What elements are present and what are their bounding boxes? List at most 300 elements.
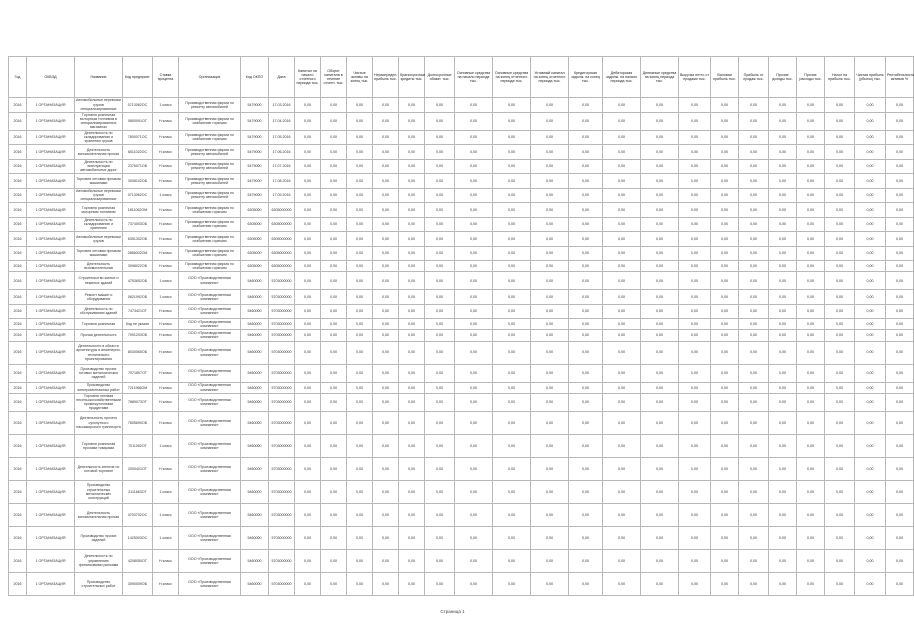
table-row: [9, 364, 914, 382]
table-cell: 0,00: [531, 572, 569, 595]
table-cell: 2016: [9, 457, 27, 480]
table-cell: 5460000: [241, 304, 269, 319]
table-cell: 0,00: [641, 572, 679, 595]
table-cell: 0,00: [679, 434, 711, 457]
table-cell: 0,00: [531, 549, 569, 572]
table-cell: 0,00: [295, 393, 321, 411]
table-cell: 0,00: [295, 272, 321, 290]
table-row: [9, 572, 914, 595]
table-cell: 0,00: [797, 130, 825, 145]
table-cell: 0800091ОТ: [123, 112, 153, 130]
table-cell: 0,00: [825, 145, 855, 160]
table-cell: 0,00: [399, 290, 425, 305]
table-cell: 0,00: [425, 382, 455, 393]
table-cell: 0,00: [295, 382, 321, 393]
table-cell: ООО «Производственная компания»: [179, 272, 241, 290]
table-cell: 0,00: [855, 341, 886, 364]
table-cell: 0,00: [295, 304, 321, 319]
table-cell: 0,00: [855, 261, 886, 272]
table-cell: 0,00: [425, 188, 455, 203]
table-cell: 1 класс: [153, 98, 179, 113]
table-cell: 0,00: [569, 272, 603, 290]
table-cell: 1 класс: [153, 188, 179, 203]
table-cell: 0,00: [321, 319, 347, 330]
table-cell: 0,00: [569, 261, 603, 272]
table-cell: 0,00: [886, 503, 914, 526]
table-cell: 0,00: [493, 217, 531, 232]
table-cell: 0,00: [711, 232, 739, 247]
table-cell: 0,00: [373, 330, 399, 341]
table-cell: 0,00: [711, 572, 739, 595]
table-row: [9, 503, 914, 526]
table-cell: 5703000000: [269, 319, 295, 330]
table-cell: 0,00: [769, 272, 797, 290]
table-cell: 2016: [9, 217, 27, 232]
table-cell: 0,00: [399, 272, 425, 290]
table-cell: 0,00: [711, 145, 739, 160]
table-cell: 0,00: [641, 272, 679, 290]
table-cell: 0,00: [295, 290, 321, 305]
table-cell: 0,00: [569, 549, 603, 572]
table-cell: 0,00: [455, 130, 493, 145]
table-cell: 0,00: [321, 232, 347, 247]
table-cell: 0,00: [347, 526, 373, 549]
table-cell: 1 ОРГАНИЗАЦИЯ: [27, 549, 75, 572]
table-cell: 0,00: [455, 112, 493, 130]
table-cell: 0,00: [711, 272, 739, 290]
table-cell: 1 ОРГАНИЗАЦИЯ: [27, 457, 75, 480]
table-cell: 0,00: [886, 98, 914, 113]
column-header: Код предприят.: [123, 57, 153, 98]
table-cell: 0,00: [603, 572, 641, 595]
table-cell: 0,00: [347, 272, 373, 290]
table-cell: 0,00: [373, 411, 399, 434]
table-cell: 0,00: [373, 290, 399, 305]
table-cell: Производственная фирма по ремонту автомобилей: [179, 145, 241, 160]
table-cell: 1 ОРГАНИЗАЦИЯ: [27, 480, 75, 503]
table-cell: 0,00: [531, 203, 569, 218]
table-cell: 0,00: [373, 480, 399, 503]
table-cell: 0,00: [797, 272, 825, 290]
table-cell: 0,00: [569, 341, 603, 364]
table-cell: 0,00: [739, 246, 769, 261]
table-cell: 6305000000: [269, 261, 295, 272]
table-cell: 0,00: [711, 503, 739, 526]
table-cell: 0,00: [425, 411, 455, 434]
table-cell: 0,00: [455, 382, 493, 393]
table-cell: 0,00: [347, 246, 373, 261]
table-cell: 0,00: [886, 434, 914, 457]
table-cell: 0,00: [641, 145, 679, 160]
table-cell: 0,00: [711, 330, 739, 341]
table-cell: Н класс: [153, 572, 179, 595]
column-header: Год: [9, 57, 27, 98]
table-cell: Торговля розничная: [75, 319, 123, 330]
table-row: [9, 130, 914, 145]
table-cell: 0,00: [321, 411, 347, 434]
table-cell: 0,00: [679, 159, 711, 174]
table-cell: ООО «Производственная компания»: [179, 549, 241, 572]
table-cell: 0,00: [641, 549, 679, 572]
table-cell: 0,00: [711, 112, 739, 130]
table-cell: 0,00: [455, 203, 493, 218]
table-cell: 0,00: [825, 382, 855, 393]
table-cell: 0,00: [641, 341, 679, 364]
table-cell: 2016: [9, 261, 27, 272]
table-cell: 0,00: [711, 382, 739, 393]
table-cell: 0,00: [321, 549, 347, 572]
table-cell: 0,00: [739, 393, 769, 411]
table-cell: 0,00: [679, 319, 711, 330]
table-cell: 0,00: [399, 549, 425, 572]
table-cell: 5460000: [241, 330, 269, 341]
table-cell: 6305000000: [269, 246, 295, 261]
table-cell: Деятельность вспомогательная: [75, 261, 123, 272]
table-cell: 0,00: [569, 457, 603, 480]
table-cell: 0,00: [769, 232, 797, 247]
table-cell: 0,00: [886, 272, 914, 290]
table-cell: 0,00: [531, 188, 569, 203]
table-cell: 0,00: [769, 98, 797, 113]
column-header: Капитал на начало отчетного периода тыс.: [295, 57, 321, 98]
table-cell: 0,00: [769, 290, 797, 305]
table-cell: 6305000: [241, 203, 269, 218]
table-cell: 0,00: [399, 341, 425, 364]
table-cell: 0,00: [711, 174, 739, 189]
table-cell: 0,00: [373, 457, 399, 480]
table-cell: 0,00: [797, 457, 825, 480]
table-cell: 0,00: [797, 434, 825, 457]
table-cell: 0,00: [739, 330, 769, 341]
table-row: [9, 304, 914, 319]
table-cell: 0,00: [321, 503, 347, 526]
table-cell: Производство строительных работ: [75, 572, 123, 595]
table-cell: 0,00: [679, 304, 711, 319]
table-cell: Н класс: [153, 261, 179, 272]
table-cell: Н класс: [153, 341, 179, 364]
table-cell: 0,00: [399, 232, 425, 247]
table-cell: 0,00: [425, 290, 455, 305]
table-cell: 0,00: [425, 549, 455, 572]
table-cell: 8030060ОБ: [123, 341, 153, 364]
table-cell: 0,00: [295, 411, 321, 434]
column-header: Уставный капитал на конец отчетного периода тыс.: [531, 57, 569, 98]
table-cell: 0,00: [321, 188, 347, 203]
table-cell: 0,00: [797, 98, 825, 113]
table-cell: 0,00: [531, 457, 569, 480]
table-cell: 1 ОРГАНИЗАЦИЯ: [27, 503, 75, 526]
table-cell: 0,00: [531, 341, 569, 364]
table-cell: 5479000: [241, 130, 269, 145]
table-cell: Строительство жилых и нежилых зданий: [75, 272, 123, 290]
ledger-table: [8, 56, 914, 596]
table-cell: 0,00: [739, 188, 769, 203]
table-cell: Производство электромонтажных работ: [75, 382, 123, 393]
table-cell: 17.06.2016: [269, 145, 295, 160]
table-cell: Н класс: [153, 549, 179, 572]
table-cell: 0,00: [855, 393, 886, 411]
table-cell: 0,00: [739, 319, 769, 330]
table-cell: 0,00: [769, 304, 797, 319]
table-cell: 0,00: [569, 393, 603, 411]
table-cell: 0,00: [425, 319, 455, 330]
table-cell: 1811062ОМ: [123, 203, 153, 218]
table-cell: 0,00: [373, 145, 399, 160]
table-cell: 5479000: [241, 145, 269, 160]
table-cell: 0,00: [295, 98, 321, 113]
table-cell: 0,00: [603, 382, 641, 393]
table-cell: 2016: [9, 203, 27, 218]
table-cell: 0,00: [825, 411, 855, 434]
table-cell: 0,00: [825, 188, 855, 203]
table-cell: 6305000: [241, 232, 269, 247]
table-cell: Деятельность по управлению финансовыми рынками: [75, 549, 123, 572]
table-cell: 2016: [9, 145, 27, 160]
table-cell: 0,00: [797, 246, 825, 261]
table-cell: 0,00: [769, 382, 797, 393]
table-cell: 0,00: [769, 174, 797, 189]
table-cell: Производственная фирма по ремонту автомобилей: [179, 98, 241, 113]
table-cell: 0,00: [321, 203, 347, 218]
table-cell: 0,00: [347, 217, 373, 232]
table-cell: 7889073ОТ: [123, 393, 153, 411]
table-cell: 0,00: [569, 290, 603, 305]
table-cell: 0,00: [797, 145, 825, 160]
table-cell: 0,00: [347, 145, 373, 160]
table-cell: 0,00: [739, 174, 769, 189]
table-cell: 1 ОРГАНИЗАЦИЯ: [27, 272, 75, 290]
table-cell: 7211966ОМ: [123, 382, 153, 393]
table-cell: 1 ОРГАНИЗАЦИЯ: [27, 319, 75, 330]
table-cell: 0,00: [797, 159, 825, 174]
table-cell: Н класс: [153, 112, 179, 130]
table-cell: ООО «Производственная компания»: [179, 457, 241, 480]
table-cell: 0,00: [603, 246, 641, 261]
table-cell: 0,00: [347, 98, 373, 113]
column-header: Прочие расходы тыс.: [797, 57, 825, 98]
table-cell: 0,00: [531, 159, 569, 174]
table-cell: 0621992ОБ: [123, 290, 153, 305]
table-cell: 0,00: [825, 434, 855, 457]
table-cell: 0,00: [455, 232, 493, 247]
table-cell: 0,00: [886, 457, 914, 480]
table-cell: 0,00: [855, 203, 886, 218]
table-row: [9, 526, 914, 549]
table-cell: 0,00: [373, 572, 399, 595]
table-cell: 0,00: [711, 261, 739, 272]
table-cell: 17.09.2016: [269, 188, 295, 203]
table-cell: 0,00: [855, 503, 886, 526]
table-cell: Производство прочих готовых металлических изделий: [75, 364, 123, 382]
table-cell: 0,00: [769, 112, 797, 130]
table-cell: 0,00: [825, 364, 855, 382]
table-cell: 0,00: [295, 217, 321, 232]
table-cell: 0,00: [855, 217, 886, 232]
table-cell: 0,00: [603, 145, 641, 160]
table-cell: 0,00: [769, 503, 797, 526]
table-cell: 0,00: [739, 572, 769, 595]
table-cell: 0,00: [855, 112, 886, 130]
table-cell: 0,00: [373, 246, 399, 261]
table-cell: 0,00: [347, 232, 373, 247]
table-cell: 0,00: [399, 188, 425, 203]
table-cell: 0,00: [295, 457, 321, 480]
column-header: Основные средства на конец отчетного периода тыс.: [493, 57, 531, 98]
column-header: ОКВЭД: [27, 57, 75, 98]
table-cell: 5460000: [241, 319, 269, 330]
table-cell: 1 ОРГАНИЗАЦИЯ: [27, 246, 75, 261]
table-cell: 0,00: [769, 364, 797, 382]
table-cell: 0,00: [399, 393, 425, 411]
table-cell: 0,00: [569, 174, 603, 189]
table-cell: Н класс: [153, 393, 179, 411]
table-cell: 0,00: [399, 480, 425, 503]
table-cell: 0,00: [569, 304, 603, 319]
table-cell: 0,00: [641, 411, 679, 434]
table-cell: 1 ОРГАНИЗАЦИЯ: [27, 304, 75, 319]
table-cell: 0,00: [399, 246, 425, 261]
table-cell: Автомобильные перевозки грузов специализированные: [76, 188, 121, 202]
table-cell: 0,00: [425, 217, 455, 232]
table-cell: Торговля оптовая прочими машинами: [75, 174, 123, 189]
table-cell: 0,00: [739, 98, 769, 113]
table-cell: Производственная фирма по снабжению горючим: [179, 130, 241, 145]
table-cell: 0,00: [769, 526, 797, 549]
table-cell: 0,00: [531, 272, 569, 290]
table-cell: 0,00: [531, 98, 569, 113]
table-cell: 0,00: [373, 188, 399, 203]
table-cell: 0,00: [886, 112, 914, 130]
table-cell: Деятельность по эксплуатации автомобильных дорог: [75, 159, 123, 174]
table-cell: 1425003ОС: [123, 526, 153, 549]
table-cell: 0,00: [711, 304, 739, 319]
table-cell: 0,00: [531, 232, 569, 247]
table-cell: 0,00: [455, 304, 493, 319]
table-cell: 0,00: [493, 549, 531, 572]
table-cell: 0,00: [295, 145, 321, 160]
table-cell: 0,00: [603, 232, 641, 247]
table-cell: Н класс: [153, 457, 179, 480]
column-header: Ставка процента: [153, 57, 179, 98]
table-cell: 0,00: [493, 232, 531, 247]
table-cell: Н класс: [153, 145, 179, 160]
table-cell: 0,00: [295, 174, 321, 189]
table-cell: 0,00: [855, 526, 886, 549]
table-cell: 0,00: [825, 159, 855, 174]
table-cell: Деятельность по складированию и хранению: [75, 217, 123, 232]
table-cell: 0,00: [769, 217, 797, 232]
table-cell: 0,00: [797, 341, 825, 364]
table-cell: 2016: [9, 130, 27, 145]
table-cell: 2016: [9, 272, 27, 290]
table-cell: 0,00: [641, 130, 679, 145]
table-cell: 0,00: [679, 549, 711, 572]
table-cell: 2016: [9, 393, 27, 411]
table-cell: 0,00: [455, 217, 493, 232]
table-cell: Н класс: [153, 130, 179, 145]
table-cell: 0,00: [603, 503, 641, 526]
table-cell: 0,00: [769, 341, 797, 364]
table-cell: 0,00: [641, 232, 679, 247]
table-cell: 0,00: [855, 188, 886, 203]
table-cell: 2016: [9, 174, 27, 189]
table-cell: 0,00: [886, 145, 914, 160]
table-cell: 0,00: [569, 232, 603, 247]
table-cell: 5460000: [241, 272, 269, 290]
table-cell: 0,00: [399, 261, 425, 272]
table-cell: 0,00: [886, 290, 914, 305]
table-cell: 0,00: [679, 526, 711, 549]
table-cell: 0,00: [711, 526, 739, 549]
table-cell: 0,00: [603, 272, 641, 290]
table-cell: 5460000: [241, 526, 269, 549]
table-cell: 0,00: [455, 480, 493, 503]
table-cell: 0,00: [769, 457, 797, 480]
table-cell: 0,00: [641, 246, 679, 261]
table-cell: 2016: [9, 411, 27, 434]
table-cell: 0,00: [493, 98, 531, 113]
table-cell: 0,00: [425, 145, 455, 160]
table-cell: 0,00: [569, 526, 603, 549]
table-cell: 0,00: [321, 290, 347, 305]
table-cell: 5703000000: [269, 572, 295, 595]
table-cell: 5479000: [241, 174, 269, 189]
table-cell: 0,00: [321, 98, 347, 113]
table-cell: 5460000: [241, 480, 269, 503]
table-cell: 0,00: [886, 319, 914, 330]
table-cell: 0,00: [797, 319, 825, 330]
table-cell: ООО «Производственная компания»: [179, 319, 241, 330]
table-row: [9, 98, 914, 113]
table-cell: 0,00: [679, 261, 711, 272]
table-cell: 0,00: [455, 188, 493, 203]
table-cell: Автомобильные перевозки грузов специализированные: [76, 98, 121, 111]
table-cell: 0,00: [603, 341, 641, 364]
table-cell: 0,00: [321, 304, 347, 319]
table-cell: 0,00: [797, 364, 825, 382]
table-cell: 0,00: [855, 364, 886, 382]
table-cell: 0,00: [855, 330, 886, 341]
table-cell: 0,00: [825, 341, 855, 364]
table-cell: 1 класс: [153, 290, 179, 305]
table-row: [9, 174, 914, 189]
table-row: [9, 382, 914, 393]
table-cell: 1 класс: [153, 503, 179, 526]
table-cell: 0,00: [739, 217, 769, 232]
table-cell: Н класс: [153, 411, 179, 434]
table-cell: 6305000000: [269, 232, 295, 247]
table-cell: 0,00: [855, 272, 886, 290]
table-cell: 2016: [9, 549, 27, 572]
table-cell: 0,00: [825, 319, 855, 330]
table-cell: Н класс: [153, 382, 179, 393]
table-cell: 0,00: [531, 480, 569, 503]
table-cell: 0,00: [886, 217, 914, 232]
table-cell: ООО «Производственная компания»: [179, 503, 241, 526]
column-header: Организация: [179, 57, 241, 98]
table-cell: 0,00: [739, 159, 769, 174]
table-cell: 0,00: [373, 549, 399, 572]
table-cell: 0,00: [425, 272, 455, 290]
table-cell: 0,00: [641, 382, 679, 393]
table-cell: 0,00: [531, 304, 569, 319]
table-cell: 0,00: [455, 174, 493, 189]
table-cell: 2016: [9, 480, 27, 503]
table-cell: 6305000000: [269, 203, 295, 218]
table-cell: 4753652ОБ: [123, 272, 153, 290]
table-cell: 0,00: [425, 526, 455, 549]
column-header: Дата: [269, 57, 295, 98]
